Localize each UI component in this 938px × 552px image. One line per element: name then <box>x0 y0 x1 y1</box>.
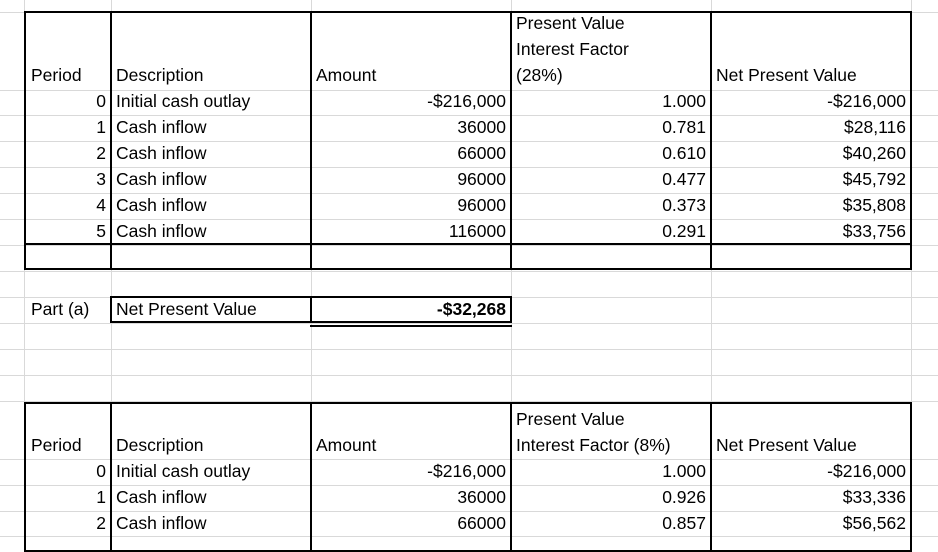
table1-header-pvif-line3: (28%) <box>516 65 563 85</box>
table1-col-divider <box>110 11 112 270</box>
period-cell: 4 <box>96 195 106 215</box>
description-cell: Cash inflow <box>116 143 207 163</box>
table1-header-amount: Amount <box>316 65 377 85</box>
table2-header-description: Description <box>116 435 204 455</box>
factor-cell: 0.857 <box>662 513 706 533</box>
description-cell: Cash inflow <box>116 117 207 137</box>
table2-header-amount: Amount <box>316 435 377 455</box>
factor-cell: 0.477 <box>662 169 706 189</box>
table1-header-npv: Net Present Value <box>716 65 857 85</box>
factor-cell: 0.291 <box>662 221 706 241</box>
table2-header-period: Period <box>31 435 82 455</box>
table1-row-divider <box>24 243 912 245</box>
part-a-npv-value: -$32,268 <box>436 299 506 319</box>
npv-cell: $33,336 <box>842 487 906 507</box>
npv-cell: $56,562 <box>842 513 906 533</box>
npv-cell: -$216,000 <box>827 91 906 111</box>
period-cell: 2 <box>96 513 106 533</box>
npv-cell: $40,260 <box>842 143 906 163</box>
amount-cell: 96000 <box>457 169 506 189</box>
amount-cell: 96000 <box>457 195 506 215</box>
amount-cell: 36000 <box>457 487 506 507</box>
period-cell: 2 <box>96 143 106 163</box>
part-a-double-underline <box>310 325 512 327</box>
period-cell: 5 <box>96 221 106 241</box>
description-cell: Cash inflow <box>116 221 207 241</box>
npv-cell: $45,792 <box>842 169 906 189</box>
period-cell: 0 <box>96 461 106 481</box>
table1-header-pvif-line1: Present Value <box>516 13 625 33</box>
amount-cell: 36000 <box>457 117 506 137</box>
amount-cell: -$216,000 <box>427 461 506 481</box>
description-cell: Initial cash outlay <box>116 91 251 111</box>
description-cell: Cash inflow <box>116 169 207 189</box>
description-cell: Cash inflow <box>116 195 207 215</box>
description-cell: Cash inflow <box>116 513 207 533</box>
factor-cell: 0.926 <box>662 487 706 507</box>
table2-header-npv: Net Present Value <box>716 435 857 455</box>
amount-cell: 66000 <box>457 143 506 163</box>
npv-cell: $33,756 <box>842 221 906 241</box>
npv-cell: $28,116 <box>844 117 906 137</box>
factor-cell: 0.373 <box>662 195 706 215</box>
table2-header-pvif-line1: Present Value <box>516 409 625 429</box>
amount-cell: -$216,000 <box>427 91 506 111</box>
period-cell: 1 <box>96 117 106 137</box>
factor-cell: 0.781 <box>662 117 706 137</box>
table1-header-pvif-line2: Interest Factor <box>516 39 629 59</box>
amount-cell: 116000 <box>448 221 506 241</box>
npv-cell: -$216,000 <box>827 461 906 481</box>
factor-cell: 0.610 <box>662 143 706 163</box>
period-cell: 0 <box>96 91 106 111</box>
table1-header-description: Description <box>116 65 204 85</box>
factor-cell: 1.000 <box>662 91 706 111</box>
description-cell: Cash inflow <box>116 487 207 507</box>
table2-col-divider <box>110 402 112 552</box>
table1-header-period: Period <box>31 65 82 85</box>
period-cell: 3 <box>96 169 106 189</box>
part-a-label: Part (a) <box>31 299 90 319</box>
amount-cell: 66000 <box>457 513 506 533</box>
npv-cell: $35,808 <box>842 195 906 215</box>
part-a-description: Net Present Value <box>116 299 257 319</box>
table2-header-pvif-line2: Interest Factor (8%) <box>516 435 671 455</box>
period-cell: 1 <box>96 487 106 507</box>
description-cell: Initial cash outlay <box>116 461 251 481</box>
factor-cell: 1.000 <box>662 461 706 481</box>
